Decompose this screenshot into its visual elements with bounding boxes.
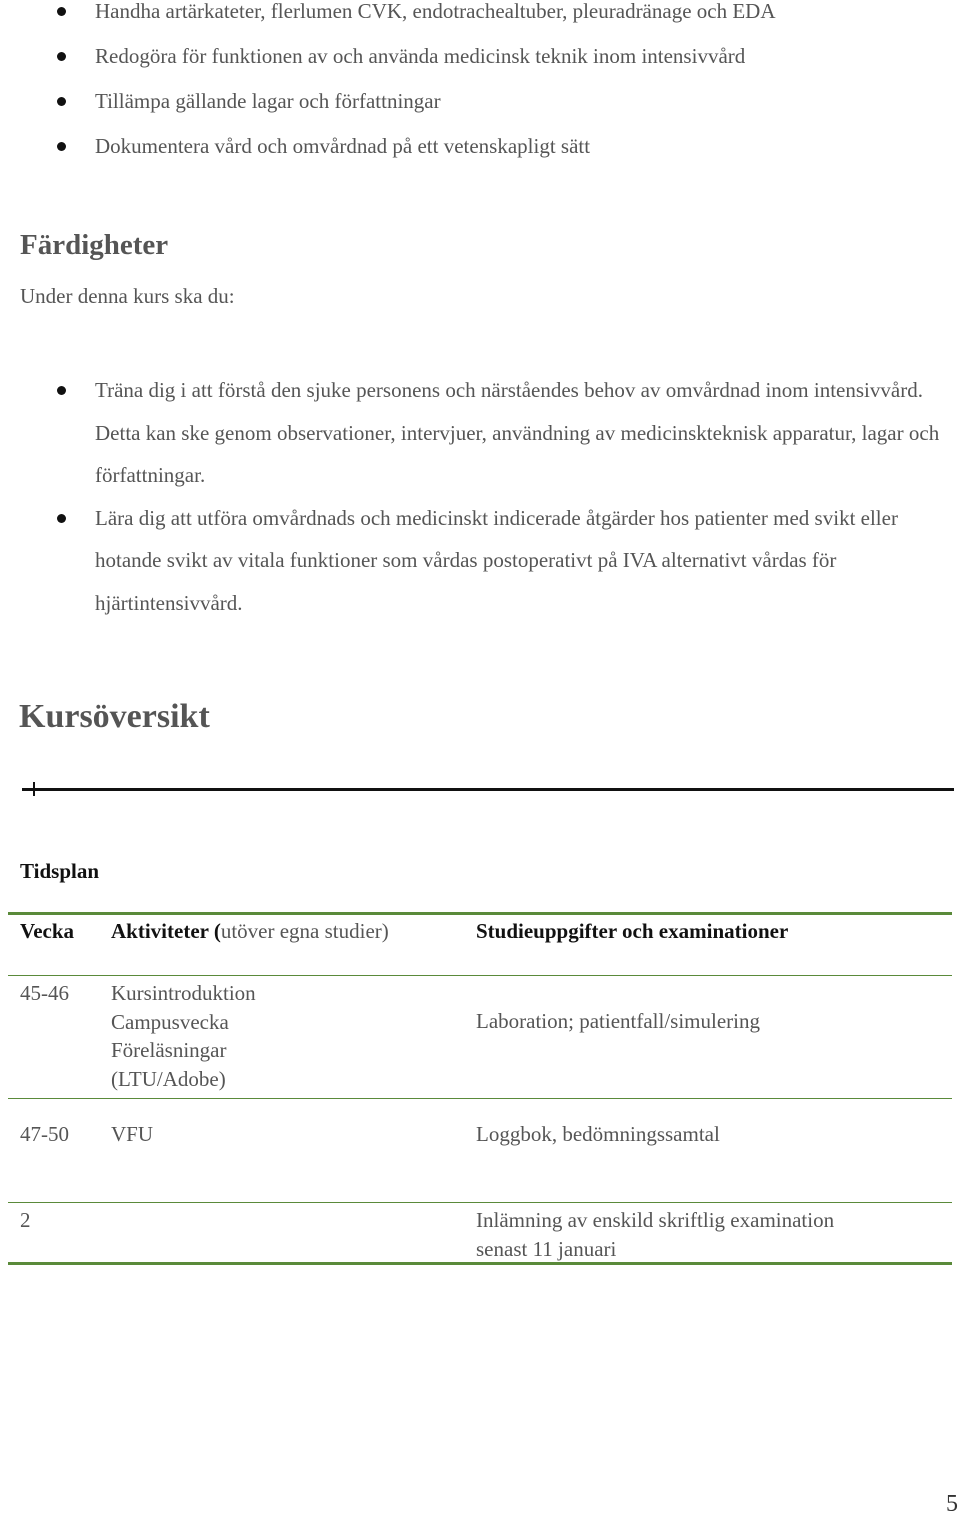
table-row-rule xyxy=(8,1098,952,1099)
table-top-rule xyxy=(8,912,952,915)
bullet-icon xyxy=(57,142,66,151)
section-divider xyxy=(22,788,954,791)
activity-line: Kursintroduktion xyxy=(111,981,256,1005)
list-item-text: Redogöra för funktionen av och använda medicinsk teknik inom intensivvård xyxy=(95,44,746,68)
list-item xyxy=(0,135,960,157)
header-week: Vecka xyxy=(20,919,75,943)
schedule-heading: Tidsplan xyxy=(20,859,100,883)
list-item xyxy=(0,497,960,625)
skills-heading: Färdigheter xyxy=(20,229,169,261)
list-item xyxy=(0,45,960,67)
list-item xyxy=(0,0,960,22)
list-item-text: Träna dig i att förstå den sjuke personens och närståendes behov av omvårdnad inom intensivvård. Detta kan ske genom observationer, intervjuer, användning av medicinskteknisk apparatur, lagar och författningar. xyxy=(95,378,940,487)
table-header-rule xyxy=(8,975,952,976)
list-item xyxy=(0,90,960,112)
list-item-text: Lära dig att utföra omvårdnads och medicinskt indicerade åtgärder hos patienter med svikt eller hotande svikt av vitala funktioner som vårdas postoperativt på IVA alternativt vårdas för hjärtintensivvård. xyxy=(95,505,898,615)
row-activities xyxy=(111,979,256,1093)
row-tasks xyxy=(476,1206,834,1263)
header-activities xyxy=(111,917,389,946)
row-week: 2 xyxy=(20,1208,31,1232)
activity-line: (LTU/Adobe) xyxy=(111,1066,226,1091)
bullet-icon xyxy=(57,386,66,395)
header-activities-bold: Aktiviteter ( xyxy=(111,919,221,943)
bullet-icon xyxy=(57,514,66,523)
knowledge-bullet-list xyxy=(0,0,960,180)
bullet-icon xyxy=(57,97,66,106)
list-item xyxy=(0,369,960,497)
row-week: 47-50 xyxy=(20,1122,69,1146)
list-item-text: Handha artärkateter, flerlumen CVK, endotrachealtuber, pleuradränage och EDA xyxy=(95,0,776,23)
divider-tick xyxy=(33,782,35,796)
row-activities: VFU xyxy=(111,1122,154,1146)
header-tasks: Studieuppgifter och examinationer xyxy=(476,919,789,943)
table-row-rule xyxy=(8,1202,952,1203)
task-line: Inlämning av enskild skriftlig examination xyxy=(476,1208,835,1232)
bullet-icon xyxy=(57,52,66,61)
overview-heading: Kursöversikt xyxy=(19,698,210,735)
skills-bullet-list xyxy=(0,369,960,624)
bullet-icon xyxy=(57,7,66,16)
row-tasks: Laboration; patientfall/simulering xyxy=(476,1009,761,1033)
skills-intro: Under denna kurs ska du: xyxy=(20,284,235,308)
header-activities-normal: utöver egna studier) xyxy=(220,919,389,943)
row-tasks: Loggbok, bedömningssamtal xyxy=(476,1122,720,1146)
row-week: 45-46 xyxy=(20,981,69,1005)
activity-line: Campusvecka xyxy=(111,1009,229,1034)
activity-line: Föreläsningar xyxy=(111,1038,227,1062)
list-item-text: Dokumentera vård och omvårdnad på ett vetenskapligt sätt xyxy=(95,134,591,158)
page-number: 5 xyxy=(946,1491,958,1517)
list-item-text: Tillämpa gällande lagar och författningar xyxy=(95,89,441,113)
task-line: senast 11 januari xyxy=(476,1236,617,1261)
